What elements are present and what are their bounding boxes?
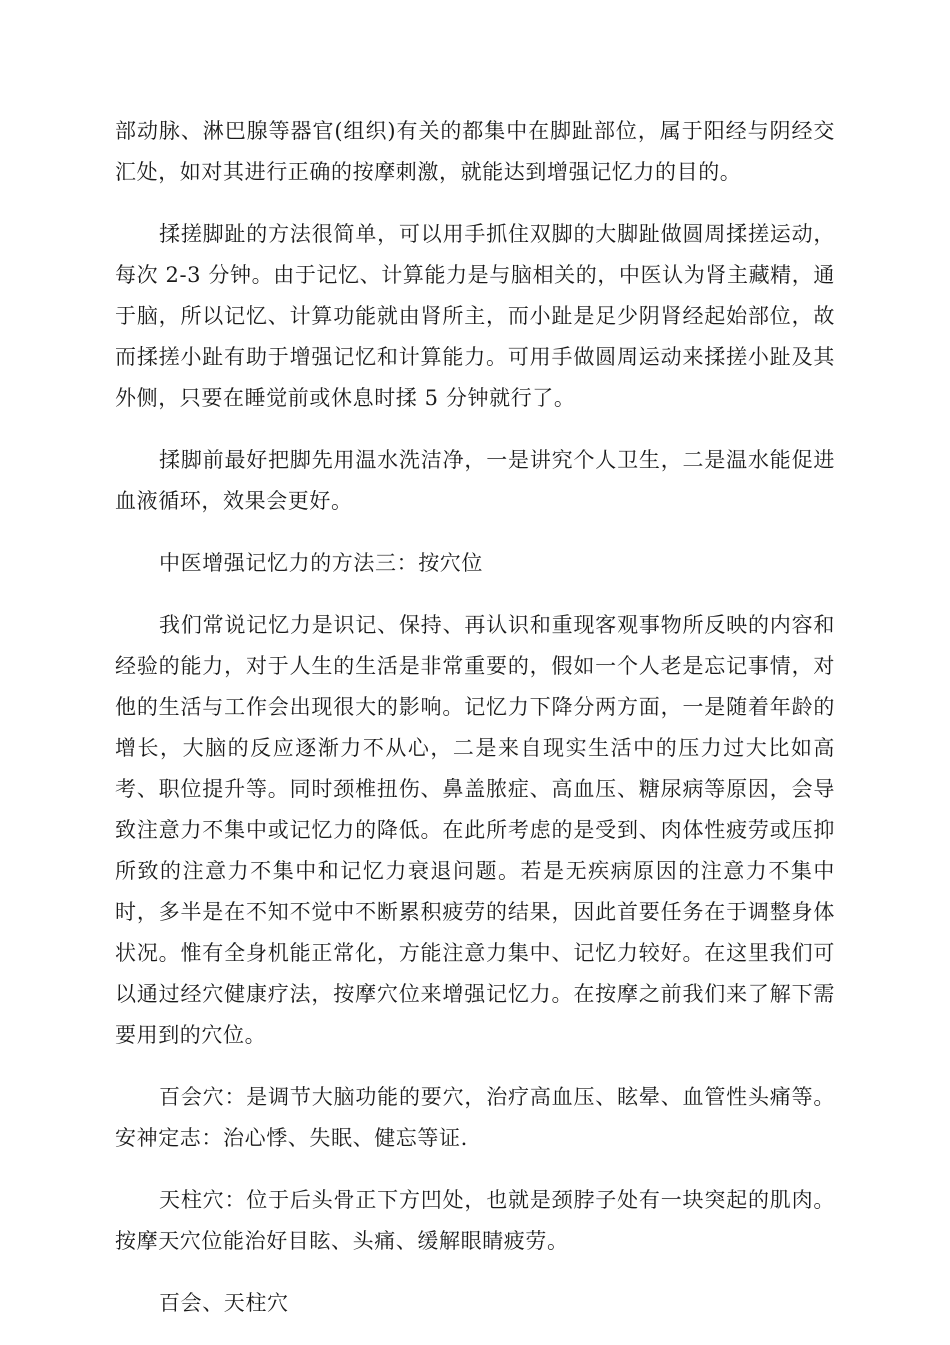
- section-heading-method-three: 中医增强记忆力的方法三：按穴位: [159, 551, 483, 575]
- paragraph-continuation: 部动脉、淋巴腺等器官(组织)有关的都集中在脚趾部位，属于阳经与阴经交汇处，如对其进行正确的按摩刺激，就能达到增强记忆力的目的。: [115, 119, 835, 184]
- paragraph-baihui-point: 百会穴：是调节大脑功能的要穴，治疗高血压、眩晕、血管性头痛等。安神定志：治心悸、失眠、健忘等证.: [115, 1085, 835, 1150]
- paragraph-tianzhu-point: 天柱穴：位于后头骨正下方凹处，也就是颈脖子处有一块突起的肌肉。按摩天穴位能治好目眩、头痛、缓解眼睛疲劳。: [115, 1188, 835, 1253]
- paragraph-memory-overview: 我们常说记忆力是识记、保持、再认识和重现客观事物所反映的内容和经验的能力，对于人生的生活是非常重要的，假如一个人老是忘记事情，对他的生活与工作会出现很大的影响。记忆力下降分两方面，一是随着年龄的增长，大脑的反应逐渐力不从心，二是来自现实生活中的压力过大比如高考、职位提升等。同时颈椎扭伤、鼻盖脓症、高血压、糖尿病等原因，会导致注意力不集中或记忆力的降低。在此所考虑的是受到、肉体性疲劳或压抑所致的注意力不集中和记忆力衰退问题。若是无疾病原因的注意力不集中时，多半是在不知不觉中不断累积疲劳的结果，因此首要任务在于调整身体状况。惟有全身机能正常化，方能注意力集中、记忆力较好。在这里我们可以通过经穴健康疗法，按摩穴位来增强记忆力。在按摩之前我们来了解下需要用到的穴位。: [115, 613, 835, 1047]
- paragraph-warm-water-tip: 揉脚前最好把脚先用温水洗洁净，一是讲究个人卫生，二是温水能促进血液循环，效果会更好。: [115, 448, 835, 513]
- document-body: [115, 111, 835, 1345]
- caption-baihui-tianzhu: 百会、天柱穴: [159, 1291, 289, 1315]
- paragraph-toe-rubbing-method: 揉搓脚趾的方法很简单，可以用手抓住双脚的大脚趾做圆周揉搓运动，每次 2-3 分钟。由于记忆、计算能力是与脑相关的，中医认为肾主藏精，通于脑，所以记忆、计算功能就由肾所主，而小趾是足少阴肾经起始部位，故而揉搓小趾有助于增强记忆和计算能力。可用手做圆周运动来揉搓小趾及其外侧，只要在睡觉前或休息时揉 5 分钟就行了。: [115, 222, 835, 410]
